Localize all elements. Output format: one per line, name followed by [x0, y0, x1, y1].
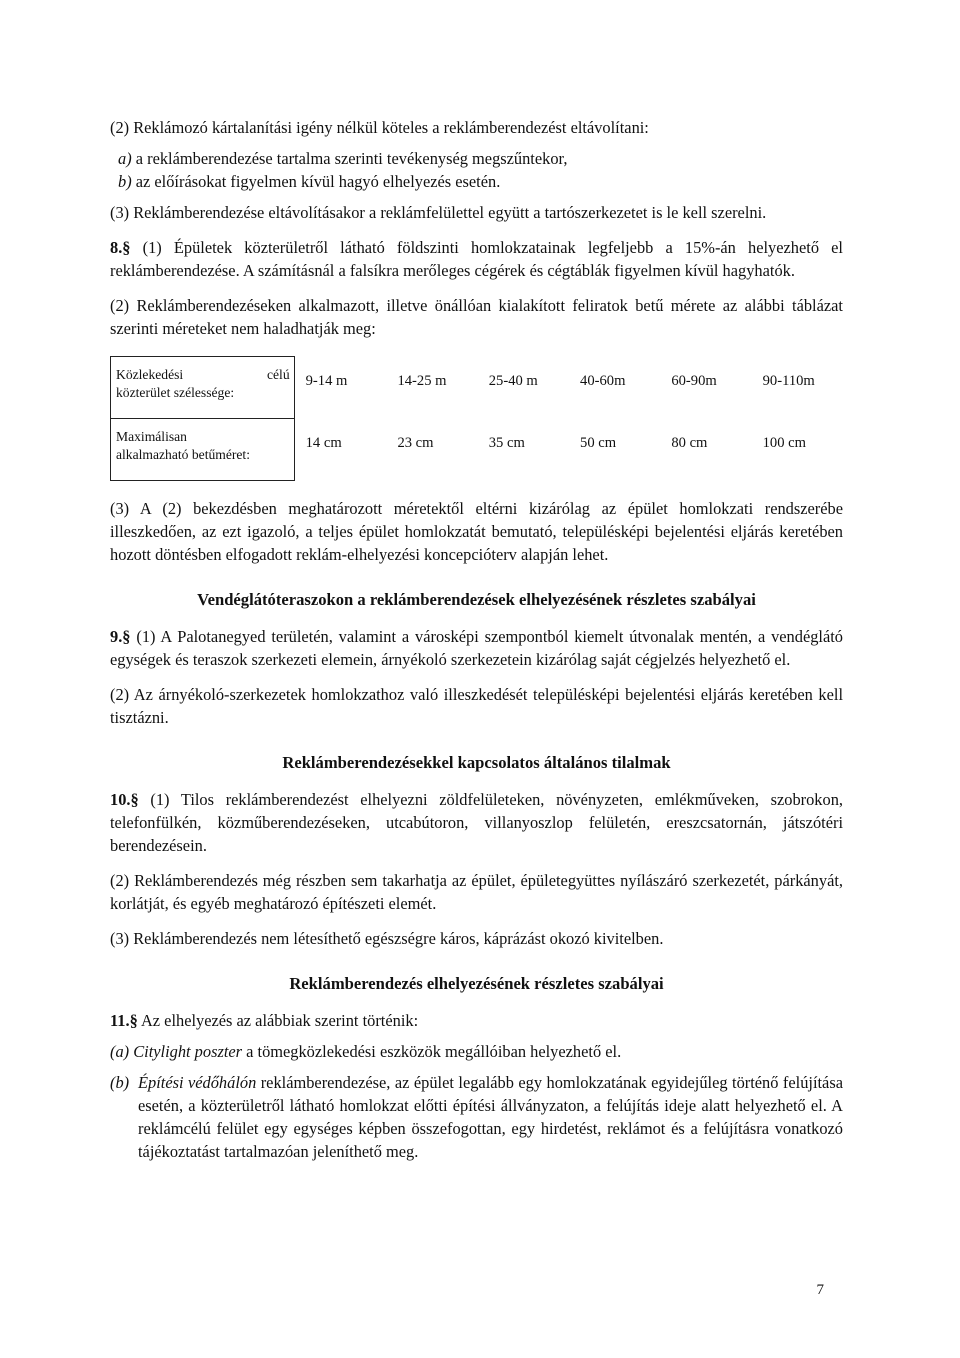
section-11-number: 11.§: [110, 1011, 138, 1030]
item-b-term: Építési védőhálón: [138, 1073, 257, 1092]
table-cell: 14 cm: [305, 434, 342, 451]
section-11-intro-text: Az elhelyezés az alábbiak szerint történik:: [137, 1011, 419, 1030]
row-label-size: [111, 419, 295, 481]
list-label-a: a): [118, 149, 132, 168]
section-8-p1-text: (1) Épületek közterületről látható földszinti homlokzatainak legfeljebb a 15%-án helyezhető el reklámberendezése. A számításnál a falsíkra merőleges cégérek és cégtáblák figyelmen kívül hagyhatók.: [110, 238, 843, 280]
label-part: Maximálisan: [116, 429, 187, 444]
list-label-b: b): [118, 172, 132, 191]
item-b-text: reklámberendezése, az épület legalább egy homlokzatának egyidejűleg történő felújítása esetén, a közterületről látható homlokzat előtti építési állványzaton, a felújítás ideje alatt helyezhető el. A reklámcélú felület egy egységes képben összefogottan, egy hirdetést, reklámot és a felújításra vonatkozó tájékoztatást tartalmazóan jeleníthető meg.: [138, 1073, 843, 1161]
table-cell: 50 cm: [580, 434, 617, 451]
table-cell: 23 cm: [397, 434, 434, 451]
table-row-width: [111, 357, 844, 419]
table-row-size: [111, 419, 844, 481]
section-10-p1-text: (1) Tilos reklámberendezést elhelyezni zöldfelületeken, növényzeten, emlékműveken, szobrokon, telefonfülkén, közműberendezéseken, utcabútoron, villanyoszlop felületén, ereszcsatornán, játszótéri berendezésein.: [110, 790, 843, 855]
item-a-term: Citylight poszter: [133, 1042, 243, 1061]
section-8-paragraph-2: (2) Reklámberendezéseken alkalmazott, illetve önállóan kialakított feliratok betű mérete az alábbi táblázat szerinti méreteket nem haladhatják meg:: [110, 296, 843, 338]
heading-tilalmak: Reklámberendezésekkel kapcsolatos általános tilalmak: [282, 753, 671, 772]
section-9-number: 9.§: [110, 627, 131, 646]
item-a-label: (a): [110, 1042, 134, 1061]
paragraph-removal-intro: (2) Reklámozó kártalanítási igény nélkül köteles a reklámberendezést eltávolítani:: [110, 118, 649, 137]
label-part: közterület szélessége:: [116, 385, 235, 400]
section-8-paragraph-3: (3) A (2) bekezdésben meghatározott méretektől eltérni kizárólag az épület homlokzati rendszerébe illeszkedően, az ezt igazoló, a teljes épület homlokzatát bemutató, településképi bejelentési eljárás keretében hozott döntésben elfogadott reklám-elhelyezési koncepcióterv alapján lehet.: [110, 499, 843, 564]
section-8-number: 8.§: [110, 238, 131, 257]
heading-reszletes: Reklámberendezés elhelyezésének részletes szabályai: [289, 974, 664, 993]
table-cell: 9-14 m: [305, 372, 348, 389]
heading-vendeglato: Vendéglátóteraszokon a reklámberendezések elhelyezésének részletes szabályai: [197, 590, 756, 609]
list-item-b: [110, 170, 843, 193]
table-cell: 100 cm: [762, 434, 806, 451]
letter-size-table: [110, 356, 843, 481]
table-cell: 80 cm: [671, 434, 708, 451]
table-cell: 35 cm: [488, 434, 525, 451]
list-text-b: az előírásokat figyelmen kívül hagyó elhelyezés esetén.: [131, 172, 501, 191]
section-9-p1-text: (1) A Palotanegyed területén, valamint a városképi szempontból kiemelt útvonalak mentén, a vendéglátó egységek és teraszok szerkezeti elemein, árnyékoló szerkezetein kizárólag saját cégjelzés helyezhető el.: [110, 627, 843, 669]
row-label-width: [111, 357, 295, 419]
table-cell: 25-40 m: [488, 372, 538, 389]
list-text-a: a reklámberendezése tartalma szerinti tevékenység megszűntekor,: [131, 149, 568, 168]
section-9-paragraph-2: (2) Az árnyékoló-szerkezetek homlokzathoz való illeszkedését településképi bejelentési eljárás keretében kell tisztázni.: [110, 685, 843, 727]
table-cell: 40-60m: [580, 372, 626, 389]
page-number: 7: [816, 1282, 824, 1298]
label-part: Közlekedési: [116, 367, 184, 382]
label-part: célú: [266, 367, 290, 382]
section-10-paragraph-3: (3) Reklámberendezés nem létesíthető egészségre káros, káprázást okozó kivitelben.: [110, 929, 664, 948]
section-9-paragraph-1: [110, 625, 843, 671]
section-10-paragraph-2: (2) Reklámberendezés még részben sem takarhatja az épület, épületegyüttes nyílászáró szerkezetét, párkányát, korlátját, és egyéb meghatározó építészeti elemét.: [110, 871, 843, 913]
label-part: alkalmazható betűméret:: [116, 447, 250, 462]
section-10-paragraph-1: [110, 788, 843, 857]
table-cell: 14-25 m: [397, 372, 447, 389]
document-page: [110, 116, 843, 1163]
item-b-label: (b): [110, 1073, 130, 1092]
table-cell: 90-110m: [762, 372, 815, 389]
table-cell: 60-90m: [671, 372, 717, 389]
section-11-intro: [110, 1009, 843, 1032]
paragraph-removal-3: (3) Reklámberendezése eltávolításakor a reklámfelülettel együtt a tartószerkezetet is le kell szerelni.: [110, 203, 767, 222]
list-item-a: [110, 147, 843, 170]
section-8-paragraph-1: [110, 236, 843, 282]
section-11-item-a: [110, 1040, 843, 1063]
section-10-number: 10.§: [110, 790, 139, 809]
item-a-text: a tömegközlekedési eszközök megállóiban helyezhető el.: [242, 1042, 622, 1061]
section-11-item-b: [110, 1071, 843, 1163]
